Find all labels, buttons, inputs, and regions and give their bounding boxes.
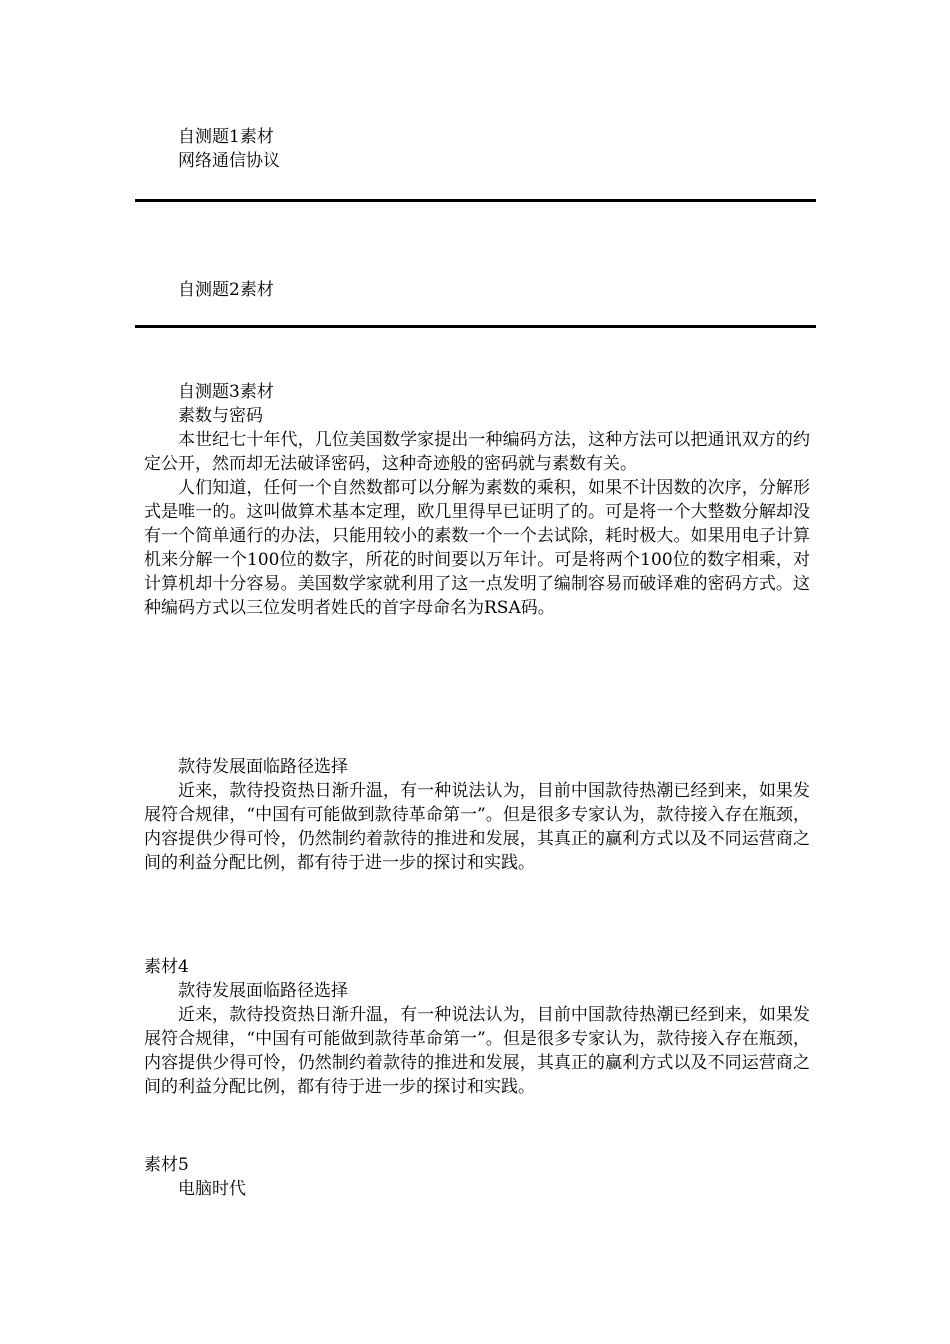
section-2 xyxy=(144,278,810,302)
section-2-heading: 自测题2素材 xyxy=(178,280,274,300)
section-4-heading: 素材4 xyxy=(144,957,189,977)
section-3-subtitle: 素数与密码 xyxy=(178,406,263,426)
section-1 xyxy=(144,125,810,173)
section-5 xyxy=(144,1153,810,1201)
section-1-heading: 自测题1素材 xyxy=(178,127,274,147)
section-extra-subtitle: 款待发展面临路径选择 xyxy=(178,757,348,777)
section-4-subtitle: 款待发展面临路径选择 xyxy=(178,981,348,1001)
section-3 xyxy=(144,380,810,620)
section-4-paragraph: 近来，款待投资热日渐升温，有一种说法认为，目前中国款待热潮已经到来，如果发展符合规律，“中国有可能做到款待革命第一”。但是很多专家认为，款待接入存在瓶颈，内容提供少得可怜，仍然制约着款待的推进和发展，其真正的赢利方式以及不同运营商之间的利益分配比例，都有待于进一步的探讨和实践。 xyxy=(144,1005,810,1097)
section-3-heading: 自测题3素材 xyxy=(178,382,274,402)
section-5-heading: 素材5 xyxy=(144,1155,189,1175)
section-3-paragraph-2: 人们知道，任何一个自然数都可以分解为素数的乘积，如果不计因数的次序，分解形式是唯一的。这叫做算术基本定理，欧几里得早已证明了的。可是将一个大整数分解却没有一个简单通行的办法，只能用较小的素数一个一个去试除，耗时极大。如果用电子计算机来分解一个100位的数字，所花的时间要以万年计。可是将两个100位的数字相乘，对计算机却十分容易。美国数学家就利用了这一点发明了编制容易而破译难的密码方式。这种编码方式以三位发明者姓氏的首字母命名为RSA码。 xyxy=(144,478,810,618)
section-1-subtitle: 网络通信协议 xyxy=(178,151,280,171)
horizontal-rule-2 xyxy=(135,325,816,328)
section-3-paragraph-1: 本世纪七十年代，几位美国数学家提出一种编码方法，这种方法可以把通讯双方的约定公开，然而却无法破译密码，这种奇迹般的密码就与素数有关。 xyxy=(144,430,810,474)
section-extra-paragraph: 近来，款待投资热日渐升温，有一种说法认为，目前中国款待热潮已经到来，如果发展符合规律，“中国有可能做到款待革命第一”。但是很多专家认为，款待接入存在瓶颈，内容提供少得可怜，仍然制约着款待的推进和发展，其真正的赢利方式以及不同运营商之间的利益分配比例，都有待于进一步的探讨和实践。 xyxy=(144,781,810,873)
horizontal-rule-1 xyxy=(135,199,816,202)
section-extra xyxy=(144,755,810,875)
section-4 xyxy=(144,955,810,1099)
section-5-subtitle: 电脑时代 xyxy=(178,1179,246,1199)
